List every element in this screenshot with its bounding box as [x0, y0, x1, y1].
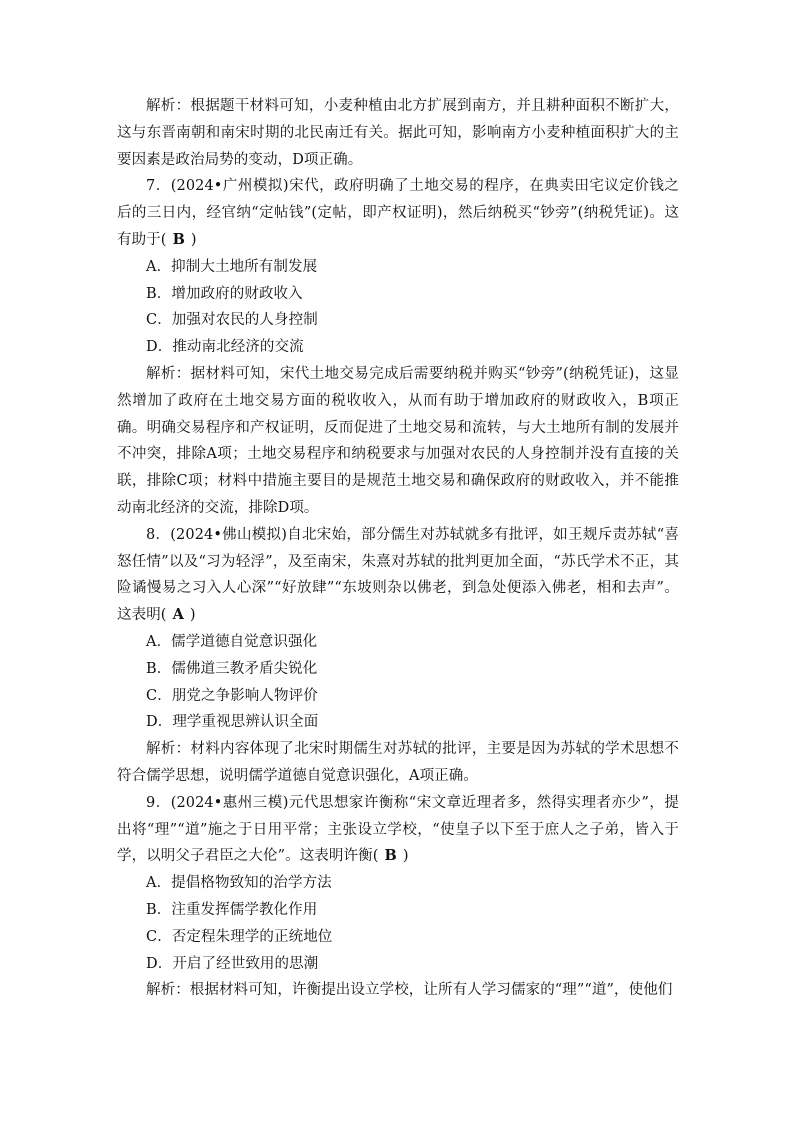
question-stem: 9．(2024•惠州三模)元代思想家许衡称“宋文章近理者多，然得实理者亦少”，提出将“理”“道”施之于日用平常；主张设立学校，“使皇子以下至于庶人之子弟，皆入于学，以明父子君臣之大伦”。这表明许衡(: [117, 794, 679, 865]
option-b: B．注重发挥儒学教化作用: [146, 901, 318, 918]
document-page: [117, 93, 679, 1004]
question-stem-end: ): [190, 231, 197, 248]
option-c: C．加强对农民的人身控制: [146, 312, 318, 329]
analysis-paragraph: 解析：据材料可知，宋代土地交易完成后需要纳税并购买“钞旁”(纳税凭证)，这显然增加了政府在土地交易方面的税收收入，从而有助于增加政府的财政收入，B项正确。明确交易程序和产权证明，反而促进了土地交易和流转，与大土地所有制的发展并不冲突，排除A项；土地交易程序和纳税要求与加强对农民的人身控制并没有直接的关联，排除C项；材料中措施主要目的是规范土地交易和确保政府的财政收入，并不能推动南北经济的交流，排除D项。: [117, 365, 679, 516]
question-stem: 7．(2024•广州模拟)宋代，政府明确了土地交易的程序，在典卖田宅议定价钱之后的三日内，经官纳“定帖钱”(定帖，即产权证明)，然后纳税买“钞旁”(纳税凭证)。这有助于(: [117, 178, 679, 248]
option-a: A．儒学道德自觉意识强化: [146, 633, 318, 650]
answer-choice: B: [172, 230, 185, 248]
option-d: D．理学重视思辨认识全面: [146, 714, 319, 731]
question-7: [117, 173, 679, 253]
analysis-paragraph: 解析：根据材料可知，许衡提出设立学校，让所有人学习儒家的“理”“道”，使他们: [146, 982, 673, 999]
question-stem: 8．(2024•佛山模拟)自北宋始，部分儒生对苏轼就多有批评，如王觌斥责苏轼“喜怒任情”以及“习为轻浮”，及至南宋，朱熹对苏轼的批判更加全面，“苏氏学术不正，其险谲慢易之习入人心深”“好放肆”“东坡则杂以佛老，到急处便添入佛老，相和去声”。这表明(: [117, 526, 679, 624]
question-stem-end: ): [402, 848, 409, 865]
option-a: A．抑制大土地所有制发展: [146, 258, 318, 275]
analysis-paragraph: 解析：根据题干材料可知，小麦种植由北方扩展到南方，并且耕种面积不断扩大，这与东晋南朝和南宋时期的北民南迁有关。据此可知，影响南方小麦种植面积扩大的主要因素是政治局势的变动，D项正确。: [117, 98, 679, 168]
analysis-paragraph: 解析：材料内容体现了北宋时期儒生对苏轼的批评，主要是因为苏轼的学术思想不符合儒学思想，说明儒学道德自觉意识强化，A项正确。: [117, 741, 679, 784]
option-b: B．增加政府的财政收入: [146, 285, 303, 302]
question-stem-end: ): [189, 607, 196, 624]
answer-choice: A: [172, 606, 184, 624]
option-d: D．开启了经世致用的思潮: [146, 955, 319, 972]
option-d: D．推动南北经济的交流: [146, 339, 304, 356]
option-c: C．朋党之争影响人物评价: [146, 687, 318, 704]
question-8: [117, 522, 679, 629]
question-9: [117, 790, 679, 870]
option-b: B．儒佛道三教矛盾尖锐化: [146, 660, 318, 677]
option-a: A．提倡格物致知的治学方法: [146, 875, 332, 892]
answer-choice: B: [384, 847, 397, 865]
option-c: C．否定程朱理学的正统地位: [146, 928, 333, 945]
